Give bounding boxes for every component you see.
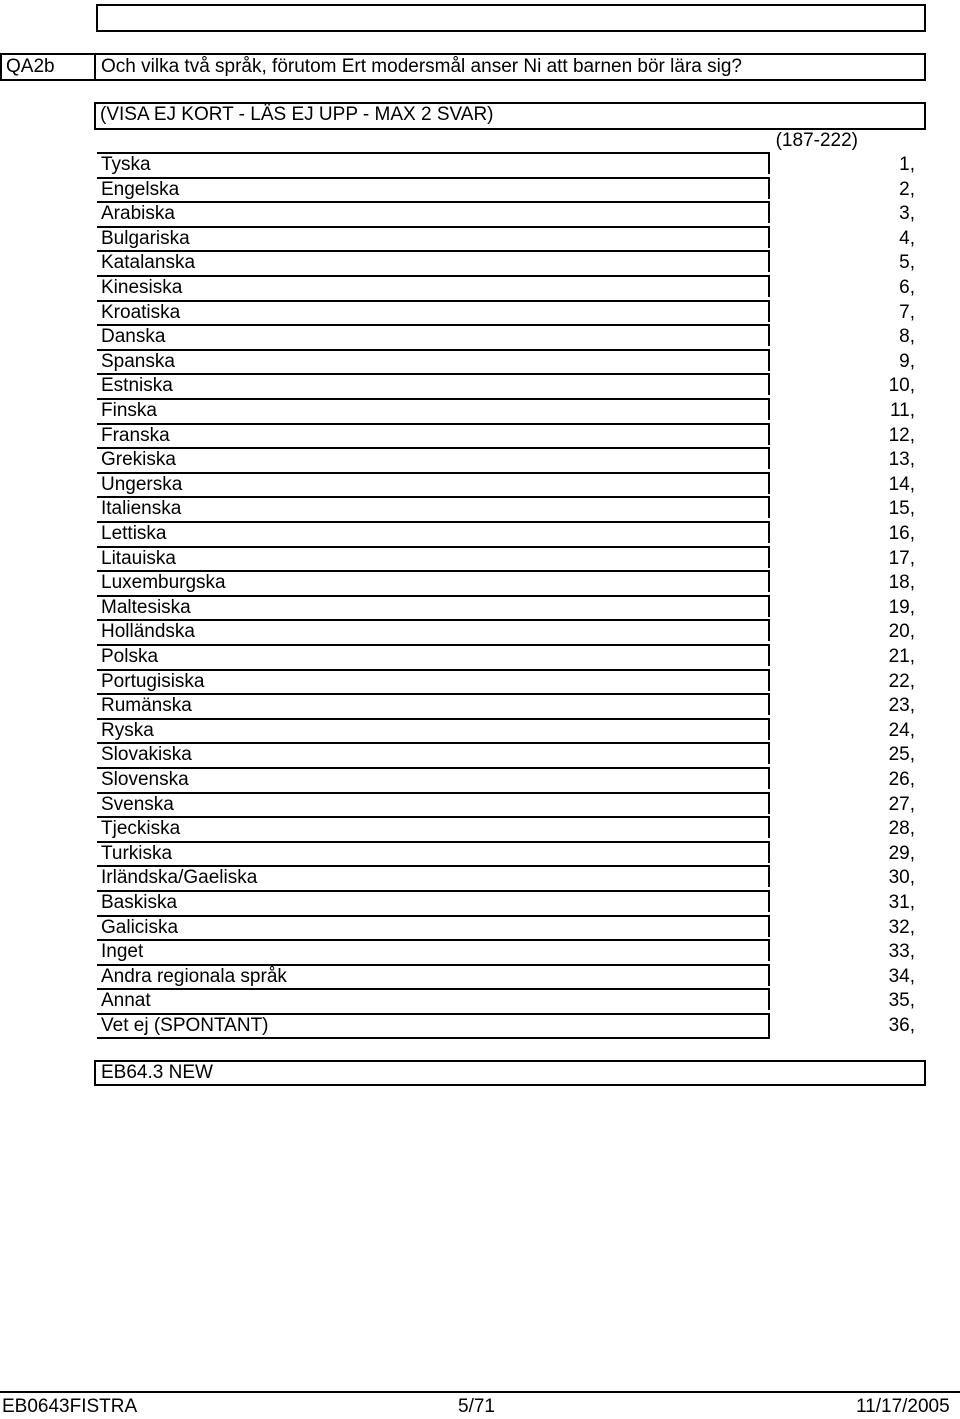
option-label: Lettiska	[101, 523, 167, 544]
column-range: (187-222)	[775, 130, 858, 151]
option-row	[97, 890, 915, 913]
option-code: 24,	[888, 719, 915, 741]
option-code: 13,	[888, 449, 915, 471]
option-row	[97, 521, 915, 544]
option-label: Polska	[101, 646, 159, 667]
option-row	[97, 201, 915, 225]
option-row	[97, 472, 915, 495]
option-row	[97, 177, 915, 200]
option-code: 12,	[888, 424, 915, 446]
option-code: 16,	[888, 523, 915, 544]
option-code: 2,	[899, 178, 915, 200]
option-code: 36,	[888, 1015, 915, 1036]
option-row	[97, 816, 915, 840]
option-row	[97, 226, 915, 249]
option-row	[97, 373, 915, 397]
option-label: Estniska	[101, 375, 173, 397]
option-label: Holländska	[101, 621, 195, 643]
option-code: 27,	[888, 793, 915, 815]
option-code: 6,	[899, 277, 915, 298]
option-label: Arabiska	[101, 203, 175, 225]
option-label: Vet ej (SPONTANT)	[101, 1015, 269, 1036]
option-code: 25,	[888, 744, 915, 766]
option-label: Galiciska	[101, 916, 179, 938]
option-row	[97, 988, 915, 1012]
option-code: 19,	[888, 596, 915, 618]
option-row	[97, 841, 915, 864]
question-text: Och vilka två språk, förutom Ert modersmål anser Ni att barnen bör lära sig?	[101, 56, 742, 77]
footer-divider	[0, 1391, 960, 1393]
option-row	[97, 939, 915, 963]
option-code: 26,	[888, 769, 915, 790]
footer-doc-id: EB0643FISTRA	[2, 1396, 138, 1417]
option-row	[97, 570, 915, 594]
option-label: Tjeckiska	[101, 818, 181, 840]
option-row	[97, 669, 915, 692]
option-row	[97, 447, 915, 471]
option-code: 3,	[899, 203, 915, 225]
option-label: Baskiska	[101, 892, 178, 913]
option-label: Luxemburgska	[101, 572, 226, 594]
source-note-box	[94, 1060, 926, 1086]
option-code: 28,	[888, 818, 915, 840]
option-row	[97, 792, 915, 815]
option-row	[97, 742, 915, 766]
option-row	[97, 423, 915, 446]
option-code: 14,	[888, 473, 915, 495]
option-label: Litauiska	[101, 547, 176, 569]
option-label: Spanska	[101, 350, 175, 372]
option-row	[97, 964, 915, 987]
option-label: Kinesiska	[101, 277, 183, 298]
option-row	[97, 546, 915, 569]
option-code: 5,	[899, 252, 915, 274]
option-row	[97, 275, 915, 298]
option-code: 35,	[888, 990, 915, 1012]
option-label: Slovakiska	[101, 744, 192, 766]
option-code: 11,	[889, 400, 915, 421]
instruction-text: (VISA EJ KORT - LÄS EJ UPP - MAX 2 SVAR)	[100, 104, 494, 125]
option-label: Maltesiska	[101, 596, 191, 618]
option-label: Katalanska	[101, 252, 196, 274]
footer-page-number: 5/71	[458, 1396, 495, 1417]
option-code: 30,	[888, 867, 915, 889]
option-label: Ryska	[101, 719, 154, 741]
option-row	[97, 250, 915, 274]
option-label: Irländska/Gaeliska	[101, 867, 258, 889]
source-note: EB64.3 NEW	[101, 1062, 213, 1083]
option-label: Tyska	[101, 154, 151, 175]
option-code: 21,	[888, 646, 915, 667]
option-code: 34,	[888, 965, 915, 987]
option-code: 9,	[899, 350, 915, 372]
option-label: Portugisiska	[101, 670, 205, 692]
option-code: 22,	[888, 670, 915, 692]
option-code: 32,	[888, 916, 915, 938]
option-label: Andra regionala språk	[101, 965, 287, 987]
option-label: Danska	[101, 326, 166, 348]
option-row	[97, 300, 915, 323]
option-row	[97, 619, 915, 643]
option-code: 1,	[899, 154, 915, 175]
option-label: Svenska	[101, 793, 174, 815]
option-code: 20,	[888, 621, 915, 643]
option-label: Grekiska	[101, 449, 176, 471]
option-code: 10,	[888, 375, 915, 397]
option-code: 15,	[888, 498, 915, 520]
option-row	[97, 644, 915, 667]
option-row	[97, 693, 915, 717]
option-code: 31,	[888, 892, 915, 913]
option-label: Franska	[101, 424, 170, 446]
option-label: Finska	[101, 400, 157, 421]
question-id: QA2b	[6, 56, 55, 77]
option-code: 4,	[899, 227, 915, 249]
option-row	[97, 1013, 915, 1039]
option-row	[97, 349, 915, 372]
option-code: 17,	[888, 547, 915, 569]
option-row	[97, 398, 915, 421]
option-label: Bulgariska	[101, 227, 190, 249]
option-row	[97, 865, 915, 889]
option-code: 33,	[888, 941, 915, 963]
option-label: Ungerska	[101, 473, 183, 495]
option-row	[97, 767, 915, 790]
option-code: 29,	[888, 842, 915, 864]
option-label: Inget	[101, 941, 144, 963]
option-row	[97, 915, 915, 938]
option-label: Engelska	[101, 178, 180, 200]
footer-date: 11/17/2005	[856, 1396, 950, 1417]
option-row	[97, 496, 915, 520]
option-code: 7,	[899, 301, 915, 323]
option-code: 8,	[899, 326, 915, 348]
option-label: Turkiska	[101, 842, 173, 864]
option-row	[97, 152, 915, 175]
option-label: Annat	[101, 990, 151, 1012]
option-label: Slovenska	[101, 769, 189, 790]
option-label: Italienska	[101, 498, 182, 520]
option-row	[97, 595, 915, 618]
option-row	[97, 718, 915, 741]
option-row	[97, 324, 915, 348]
option-label: Rumänska	[101, 695, 192, 717]
option-code: 18,	[888, 572, 915, 594]
option-label: Kroatiska	[101, 301, 181, 323]
option-code: 23,	[888, 695, 915, 717]
